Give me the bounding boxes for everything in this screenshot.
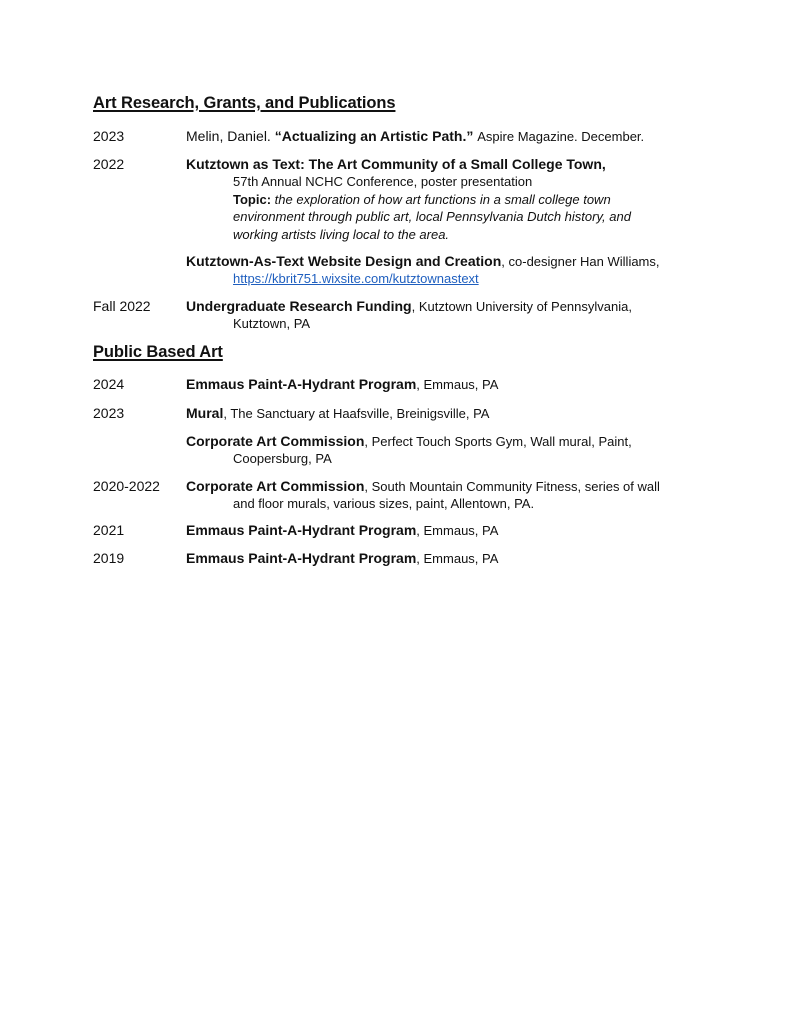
entry-detail: , Emmaus, PA	[416, 377, 499, 392]
entry-body	[186, 253, 706, 288]
entry-detail: , Emmaus, PA	[416, 523, 499, 538]
entry-topic	[186, 191, 663, 244]
entry-detail: , Emmaus, PA	[416, 551, 499, 566]
entry-body	[186, 433, 706, 468]
entry-title: Emmaus Paint-A-Hydrant Program	[186, 376, 417, 392]
entry-body	[186, 405, 706, 422]
entry-body	[186, 550, 706, 567]
entry-line2: and floor murals, various sizes, paint, Allentown, PA.	[233, 496, 535, 511]
entry-detail: , co-designer Han Williams,	[501, 254, 660, 269]
entry-title: Kutztown-As-Text Website Design and Creation	[186, 253, 502, 269]
entry-year: 2020-2022	[93, 478, 160, 494]
entry-detail: , Perfect Touch Sports Gym, Wall mural, Paint,	[364, 434, 632, 449]
entry-body	[186, 478, 706, 513]
entry-year: 2022	[93, 156, 125, 172]
entry-title: “Actualizing an Artistic Path.”	[274, 128, 474, 144]
entry-year: 2021	[93, 522, 125, 538]
topic-label: Topic:	[233, 191, 272, 207]
entry-year: 2019	[93, 550, 125, 566]
entry-body	[186, 376, 706, 393]
entry-line2: 57th Annual NCHC Conference, poster presentation	[233, 174, 533, 189]
section-title-public-art: Public Based Art	[93, 343, 223, 361]
entry-title: Emmaus Paint-A-Hydrant Program	[186, 522, 417, 538]
entry-detail: Aspire Magazine. December.	[477, 129, 645, 144]
entry-year: Fall 2022	[93, 298, 151, 314]
entry-detail: , The Sanctuary at Haafsville, Breinigsville, PA	[223, 406, 490, 421]
entry-title: Kutztown as Text: The Art Community of a Small College Town	[186, 156, 602, 172]
section-title-research: Art Research, Grants, and Publications	[93, 94, 396, 112]
entry-year: 2023	[93, 128, 125, 144]
entry-body	[186, 156, 706, 243]
entry-body	[186, 128, 706, 145]
entry-detail: , South Mountain Community Fitness, series of wall	[364, 479, 660, 494]
entry-title: Corporate Art Commission	[186, 478, 365, 494]
entry-title: Emmaus Paint-A-Hydrant Program	[186, 550, 417, 566]
entry-author: Melin, Daniel.	[186, 128, 271, 144]
entry-title: Mural	[186, 405, 224, 421]
entry-title: Corporate Art Commission	[186, 433, 365, 449]
entry-body	[186, 522, 706, 539]
website-link[interactable]: https://kbrit751.wixsite.com/kutztownastext	[233, 271, 479, 286]
topic-text: the exploration of how art functions in a small college town environment through public art, local Pennsylvania Dutch history, and working artists living local to the area.	[233, 191, 631, 242]
entry-year: 2023	[93, 405, 125, 421]
entry-title: Undergraduate Research Funding	[186, 298, 412, 314]
entry-body	[186, 298, 706, 333]
entry-title-suffix: ,	[601, 156, 606, 172]
entry-line2: Kutztown, PA	[233, 316, 311, 331]
entry-line2: Coopersburg, PA	[233, 451, 332, 466]
entry-detail: , Kutztown University of Pennsylvania,	[411, 299, 632, 314]
entry-year: 2024	[93, 376, 125, 392]
